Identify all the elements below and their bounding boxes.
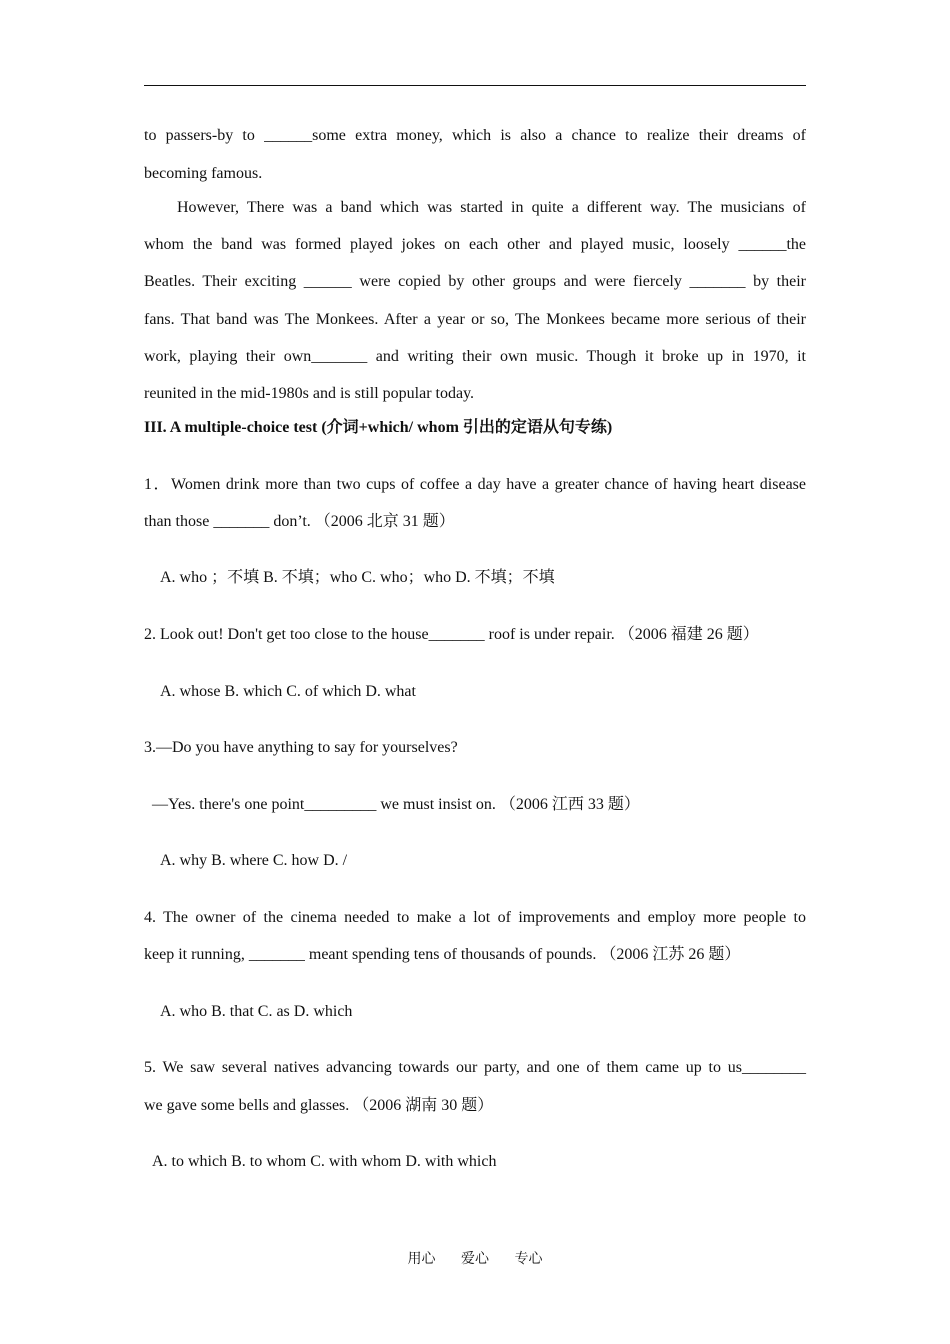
footer-text: 专心: [514, 1252, 543, 1267]
question-2-options: A. whose B. which C. of which D. what: [160, 683, 416, 700]
page-footer: [0, 1248, 950, 1268]
passage-line: becoming famous.: [144, 165, 263, 182]
footer-text: 用心: [407, 1252, 436, 1267]
question-1-line: 1．Women drink more than two cups of coffee a day have a greater chance of having heart disease: [144, 476, 806, 493]
question-2-line: 2. Look out! Don't get too close to the house_______ roof is under repair. （2006 福建 26 题）: [144, 626, 759, 643]
question-3-options: A. why B. where C. how D. /: [160, 852, 348, 869]
passage-line: work, playing their own_______ and writing their own music. Though it broke up in 1970, it: [144, 348, 806, 365]
question-3-line: 3.—Do you have anything to say for yourselves?: [144, 739, 458, 756]
section-title: III. A multiple-choice test (介词+which/ whom 引出的定语从句专练): [144, 419, 613, 436]
passage-line: to passers-by to ______some extra money, which is also a chance to realize their dreams of: [144, 127, 806, 144]
question-5-options: A. to which B. to whom C. with whom D. with which: [152, 1153, 497, 1170]
passage-line: However, There was a band which was started in quite a different way. The musicians of: [177, 199, 806, 216]
passage-line: whom the band was formed played jokes on each other and played music, loosely ______the: [144, 236, 806, 253]
passage-line: Beatles. Their exciting ______ were copied by other groups and were fiercely _______ by their: [144, 273, 806, 290]
question-4-line: 4. The owner of the cinema needed to make a lot of improvements and employ more people to: [144, 909, 806, 926]
question-3-line: —Yes. there's one point_________ we must insist on. （2006 江西 33 题）: [152, 796, 640, 813]
question-5-line: we gave some bells and glasses. （2006 湖南 30 题）: [144, 1097, 494, 1114]
question-1-line: than those _______ don’t. （2006 北京 31 题）: [144, 513, 455, 530]
question-4-options: A. who B. that C. as D. which: [160, 1003, 353, 1020]
header-rule: [144, 85, 806, 86]
question-4-line: keep it running, _______ meant spending tens of thousands of pounds. （2006 江苏 26 题）: [144, 946, 741, 963]
passage-line: fans. That band was The Monkees. After a year or so, The Monkees became more serious of their: [144, 311, 806, 328]
question-1-options: A. who ；不填 B. 不填；who C. who；who D. 不填；不填: [160, 569, 555, 586]
question-5-line: 5. We saw several natives advancing towards our party, and one of them came up to us________: [144, 1059, 806, 1076]
footer-text: 爱心: [461, 1252, 489, 1267]
passage-line: reunited in the mid-1980s and is still popular today.: [144, 385, 475, 402]
